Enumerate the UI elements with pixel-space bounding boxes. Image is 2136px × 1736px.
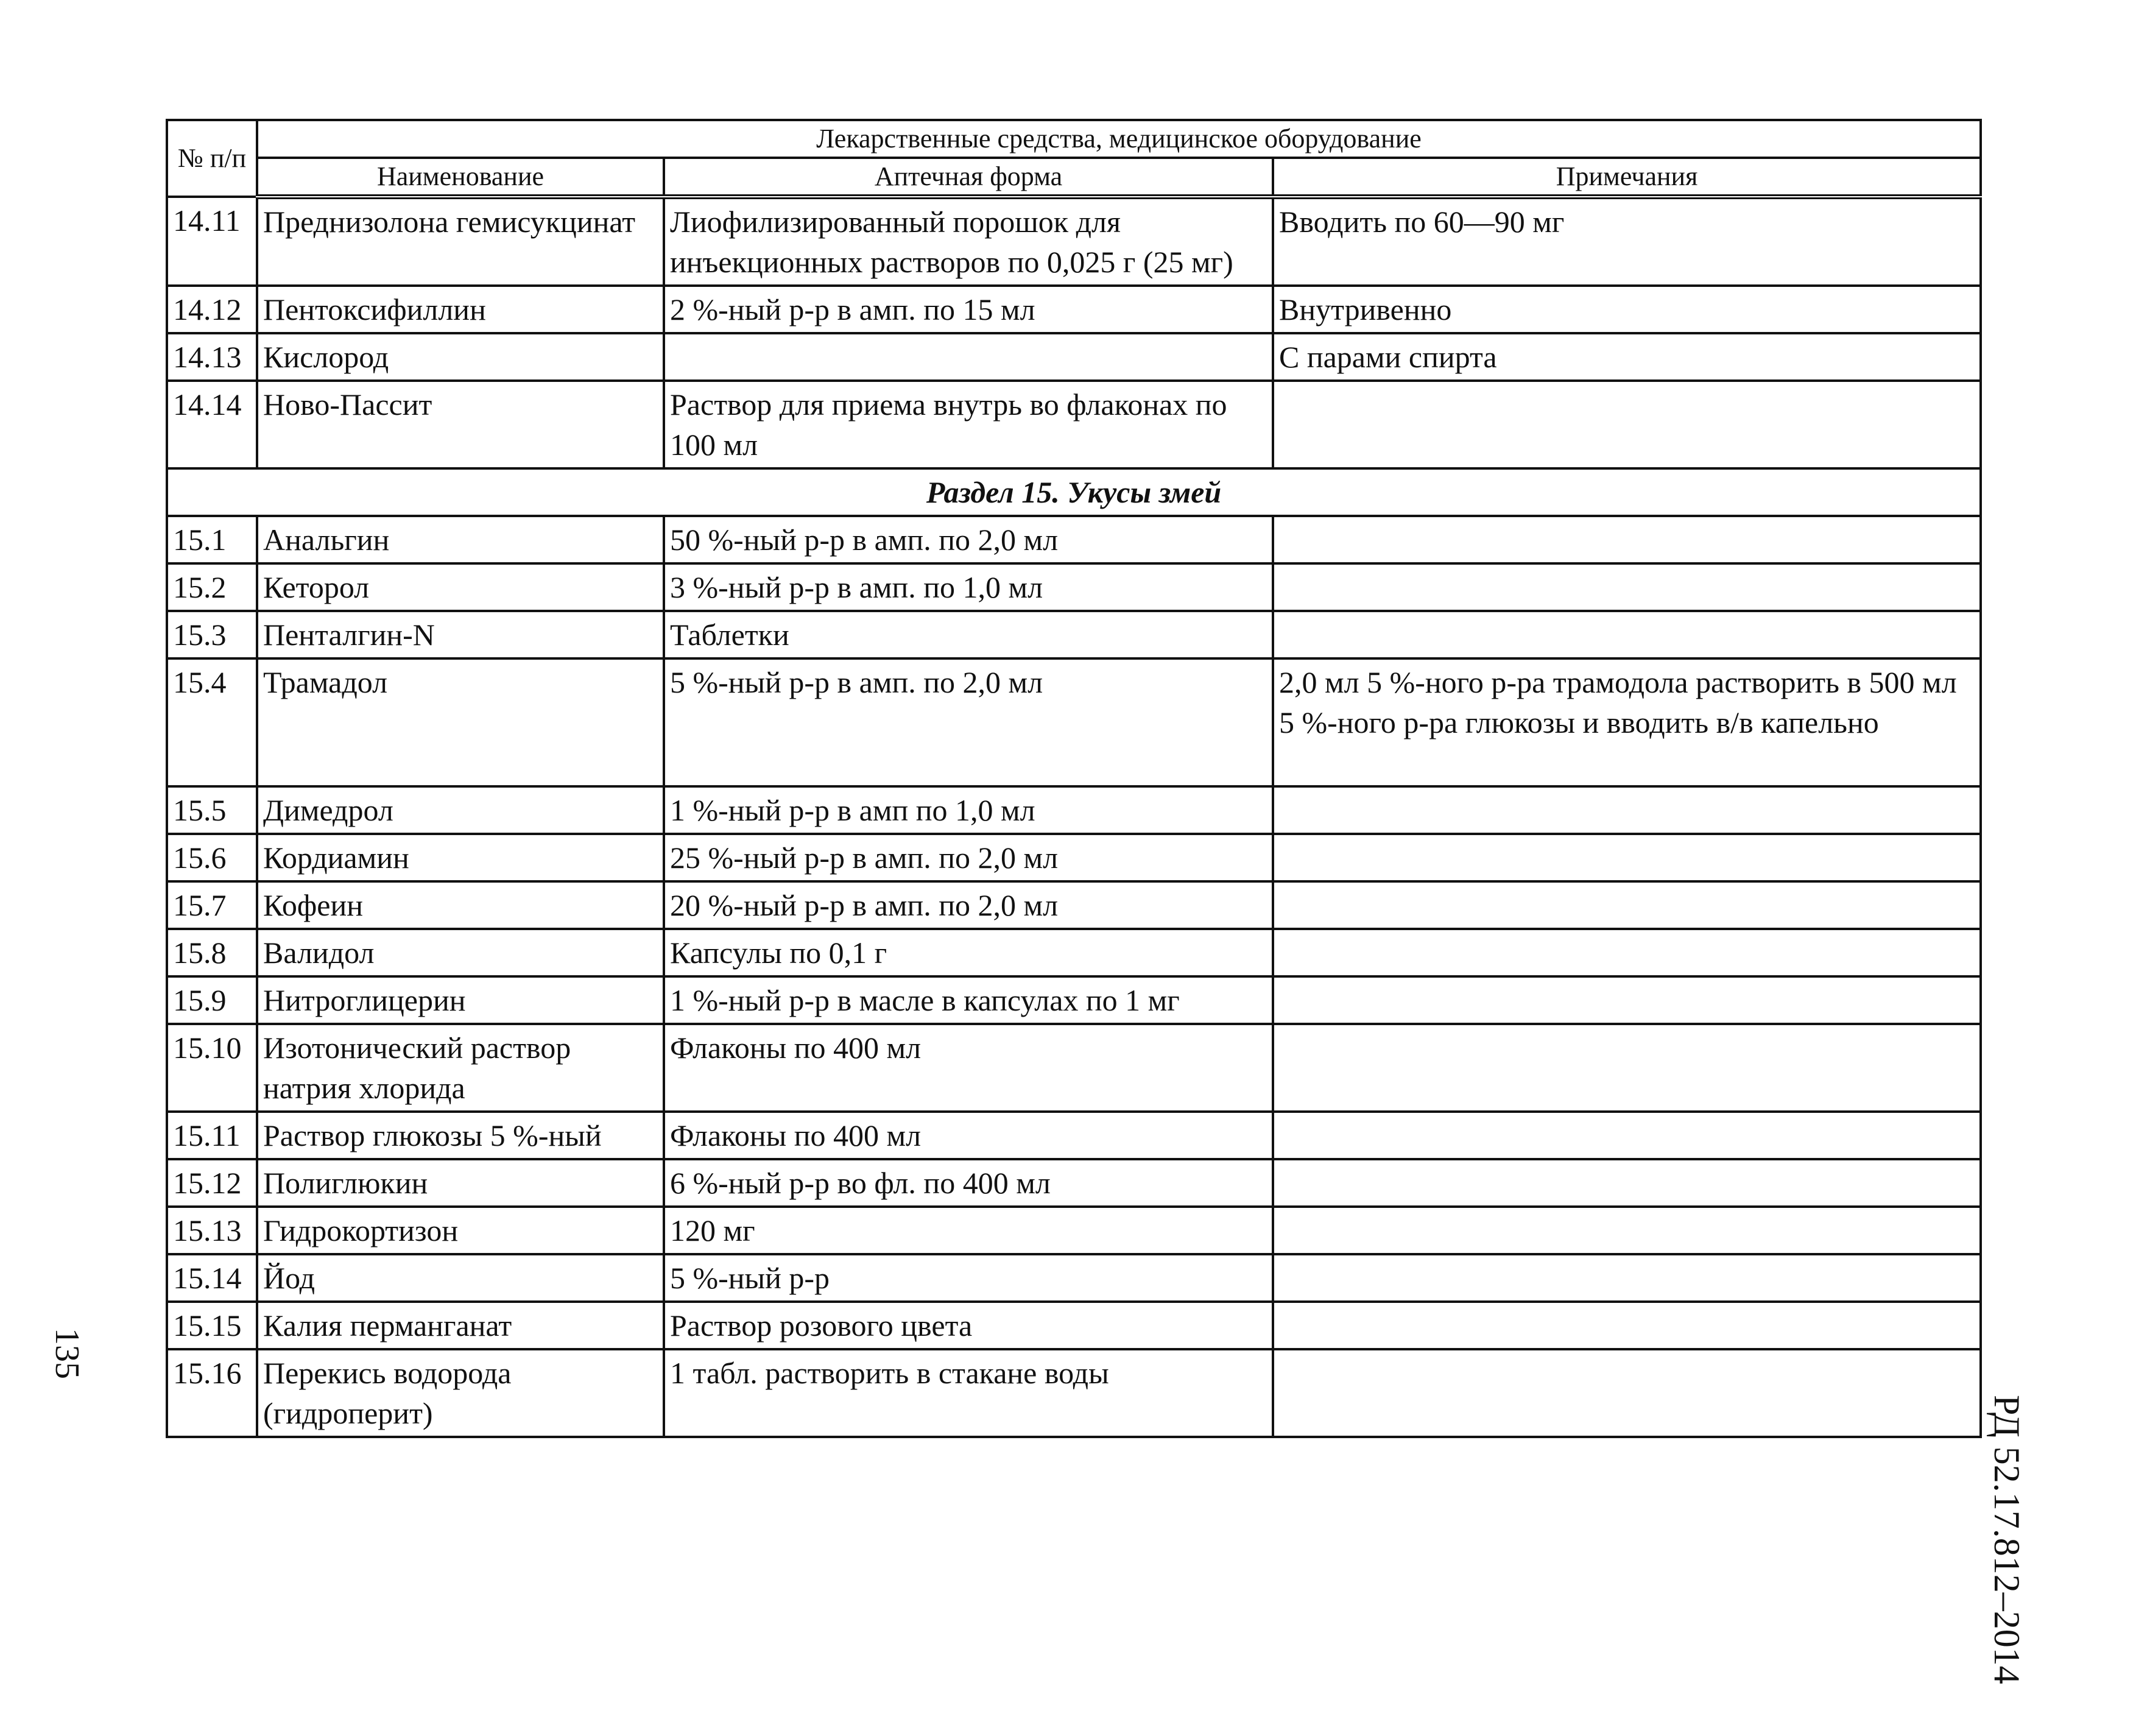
row-num: 14.13 — [167, 333, 257, 381]
header-name: Наименование — [257, 158, 664, 197]
row-name: Гидрокортизон — [257, 1207, 664, 1254]
row-name: Перекись водорода (гидроперит) — [257, 1349, 664, 1437]
row-name: Пентоксифиллин — [257, 286, 664, 333]
row-name: Преднизолона гемисукцинат — [257, 197, 664, 286]
row-name: Пенталгин-N — [257, 611, 664, 658]
row-num: 15.11 — [167, 1112, 257, 1159]
row-num: 15.8 — [167, 929, 257, 976]
row-form: 50 %-ный р-р в амп. по 2,0 мл — [664, 516, 1273, 563]
row-form: Флаконы по 400 мл — [664, 1024, 1273, 1112]
table-row — [167, 563, 1981, 611]
row-num: 15.10 — [167, 1024, 257, 1112]
row-notes — [1273, 834, 1981, 881]
row-name: Нитроглицерин — [257, 976, 664, 1024]
row-form: 5 %-ный р-р — [664, 1254, 1273, 1302]
row-form: 1 %-ный р-р в амп по 1,0 мл — [664, 786, 1273, 834]
table-row — [167, 786, 1981, 834]
row-name: Анальгин — [257, 516, 664, 563]
table-row — [167, 197, 1981, 286]
table-row — [167, 381, 1981, 468]
row-notes: Вводить по 60—90 мг — [1273, 197, 1981, 286]
header-num: № п/п — [167, 120, 257, 197]
row-name: Кеторол — [257, 563, 664, 611]
row-name: Ново-Пассит — [257, 381, 664, 468]
row-form: Раствор розового цвета — [664, 1302, 1273, 1349]
row-name: Валидол — [257, 929, 664, 976]
row-form: Флаконы по 400 мл — [664, 1112, 1273, 1159]
table-row — [167, 976, 1981, 1024]
row-form: 1 табл. растворить в стакане воды — [664, 1349, 1273, 1437]
row-notes — [1273, 1349, 1981, 1437]
table-header — [167, 120, 1981, 197]
row-name: Полиглюкин — [257, 1159, 664, 1207]
row-form: 1 %-ный р-р в масле в капсулах по 1 мг — [664, 976, 1273, 1024]
row-name: Трамадол — [257, 658, 664, 786]
row-notes — [1273, 1159, 1981, 1207]
row-form: 120 мг — [664, 1207, 1273, 1254]
row-num: 15.3 — [167, 611, 257, 658]
medicines-table — [166, 119, 1982, 1438]
row-form: Раствор для приема внутрь во флаконах по 100 мл — [664, 381, 1273, 468]
row-notes — [1273, 1302, 1981, 1349]
row-form: Лиофилизированный порошок для инъекционных растворов по 0,025 г (25 мг) — [664, 197, 1273, 286]
row-notes — [1273, 1024, 1981, 1112]
header-group: Лекарственные средства, медицинское оборудование — [257, 120, 1981, 158]
table-row — [167, 611, 1981, 658]
row-notes — [1273, 881, 1981, 929]
table-row — [167, 881, 1981, 929]
table-row — [167, 658, 1981, 786]
table-row — [167, 1207, 1981, 1254]
table-row — [167, 1254, 1981, 1302]
row-form: 20 %-ный р-р в амп. по 2,0 мл — [664, 881, 1273, 929]
row-form: Таблетки — [664, 611, 1273, 658]
table-row — [167, 1112, 1981, 1159]
table-row — [167, 333, 1981, 381]
row-form — [664, 333, 1273, 381]
row-name: Кордиамин — [257, 834, 664, 881]
row-notes — [1273, 381, 1981, 468]
row-name: Йод — [257, 1254, 664, 1302]
row-notes — [1273, 1254, 1981, 1302]
row-name: Димедрол — [257, 786, 664, 834]
row-num: 15.2 — [167, 563, 257, 611]
header-notes: Примечания — [1273, 158, 1981, 197]
row-notes — [1273, 516, 1981, 563]
row-num: 15.5 — [167, 786, 257, 834]
table-row — [167, 1159, 1981, 1207]
row-num: 15.14 — [167, 1254, 257, 1302]
table-row — [167, 516, 1981, 563]
table-row — [167, 1302, 1981, 1349]
row-notes: Внутривенно — [1273, 286, 1981, 333]
table-row — [167, 1024, 1981, 1112]
page-number: 135 — [48, 1328, 86, 1379]
row-notes — [1273, 1112, 1981, 1159]
table-body — [167, 197, 1981, 1437]
row-name: Изотонический раствор натрия хлорида — [257, 1024, 664, 1112]
section-row — [167, 468, 1981, 516]
row-notes — [1273, 1207, 1981, 1254]
row-name: Калия перманганат — [257, 1302, 664, 1349]
row-name: Кофеин — [257, 881, 664, 929]
row-name: Кислород — [257, 333, 664, 381]
table-row — [167, 929, 1981, 976]
row-num: 15.9 — [167, 976, 257, 1024]
row-num: 15.15 — [167, 1302, 257, 1349]
row-form: 2 %-ный р-р в амп. по 15 мл — [664, 286, 1273, 333]
row-notes: 2,0 мл 5 %-ного р-ра трамодола растворить в 500 мл 5 %-ного р-ра глюкозы и вводить в/в капельно — [1273, 658, 1981, 786]
row-form: 3 %-ный р-р в амп. по 1,0 мл — [664, 563, 1273, 611]
row-notes — [1273, 786, 1981, 834]
row-num: 15.7 — [167, 881, 257, 929]
row-num: 15.4 — [167, 658, 257, 786]
section-title: Раздел 15. Укусы змей — [167, 468, 1981, 516]
row-num: 15.16 — [167, 1349, 257, 1437]
table-row — [167, 286, 1981, 333]
row-notes — [1273, 563, 1981, 611]
row-notes — [1273, 611, 1981, 658]
row-notes — [1273, 976, 1981, 1024]
row-num: 15.1 — [167, 516, 257, 563]
row-num: 14.14 — [167, 381, 257, 468]
row-form: 25 %-ный р-р в амп. по 2,0 мл — [664, 834, 1273, 881]
row-num: 14.11 — [167, 197, 257, 286]
row-form: 5 %-ный р-р в амп. по 2,0 мл — [664, 658, 1273, 786]
table-row — [167, 1349, 1981, 1437]
header-form: Аптечная форма — [664, 158, 1273, 197]
row-num: 14.12 — [167, 286, 257, 333]
document-code: РД 52.17.812–2014 — [1987, 1395, 2027, 1684]
row-notes: С парами спирта — [1273, 333, 1981, 381]
row-form: 6 %-ный р-р во фл. по 400 мл — [664, 1159, 1273, 1207]
row-num: 15.13 — [167, 1207, 257, 1254]
row-num: 15.6 — [167, 834, 257, 881]
table-row — [167, 834, 1981, 881]
row-name: Раствор глюкозы 5 %-ный — [257, 1112, 664, 1159]
row-notes — [1273, 929, 1981, 976]
row-form: Капсулы по 0,1 г — [664, 929, 1273, 976]
row-num: 15.12 — [167, 1159, 257, 1207]
